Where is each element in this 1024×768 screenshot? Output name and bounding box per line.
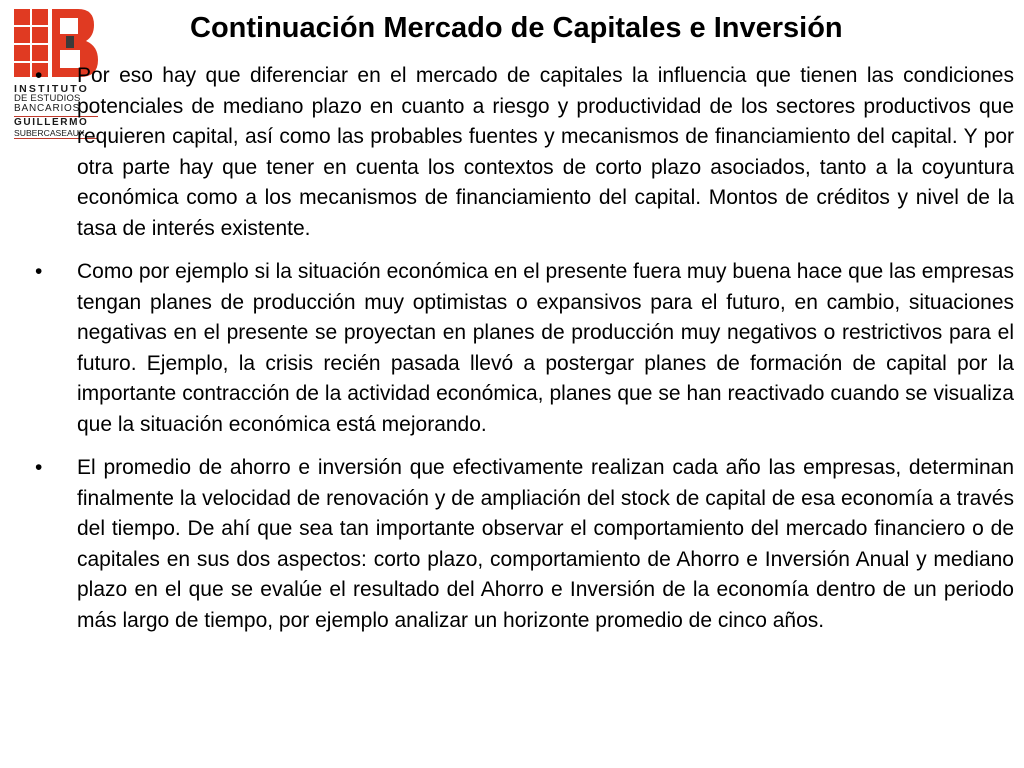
logo-line-guillermo: GUILLERMO [14,117,89,128]
bullet-list [30,61,1014,636]
bullet-item [30,61,1014,244]
slide-title: Continuación Mercado de Capitales e Inversión [190,12,843,44]
logo-line-subercaseaux: SUBERCASEAUX [14,128,85,138]
bullet-text: El promedio de ahorro e inversión que efectivamente realizan cada año las empresas, determinan finalmente la velocidad de renovación y de ampliación del stock de capital de esa economía a través del tiempo. De ahí que sea tan importante observar el comportamiento del mercado financiero o de capitales en sus dos aspectos: corto plazo, comportamiento de Ahorro e Inversión Anual y mediano plazo en el que se evalúe el resultado del Ahorro e Inversión de la economía dentro de un periodo más largo de tiempo, por ejemplo analizar un horizonte promedio de cinco años. [77,456,1014,632]
bullet-dot: • [35,260,43,283]
bullet-item [30,453,1014,636]
bullet-dot: • [35,456,43,479]
logo-line-de-estudios: DE ESTUDIOS [14,93,81,104]
bullet-text: Como por ejemplo si la situación económica en el presente fuera muy buena hace que las empresas tengan planes de producción muy optimistas o expansivos para el futuro, en cambio, situaciones negativas en el presente se proyectan en planes de producción muy negativos o restrictivos para el futuro. Ejemplo, la crisis recién pasada llevó a postergar planes de formación de capital por la importante contracción de la actividad económica, planes que se han reactivado cuando se visualiza que la situación económica está mejorando. [77,260,1014,436]
bullet-dot: • [35,64,43,87]
bullet-text: Por eso hay que diferenciar en el mercado de capitales la influencia que tienen las condiciones potenciales de mediano plazo en cuanto a riesgo y productividad de los sectores productivos que requieren capital, así como las probables fuentes y mecanismos de financiamiento del capital. Y por otra parte hay que tener en cuenta los contextos de corto plazo asociados, tanto a la coyuntura económica como a los mecanismos de financiamiento del capital. Montos de créditos y nivel de la tasa de interés existente. [77,64,1014,240]
logo-line-bancarios: BANCARIOS [14,103,81,114]
logo-line-instituto: INSTITUTO [14,83,90,95]
bullet-item [30,257,1014,440]
